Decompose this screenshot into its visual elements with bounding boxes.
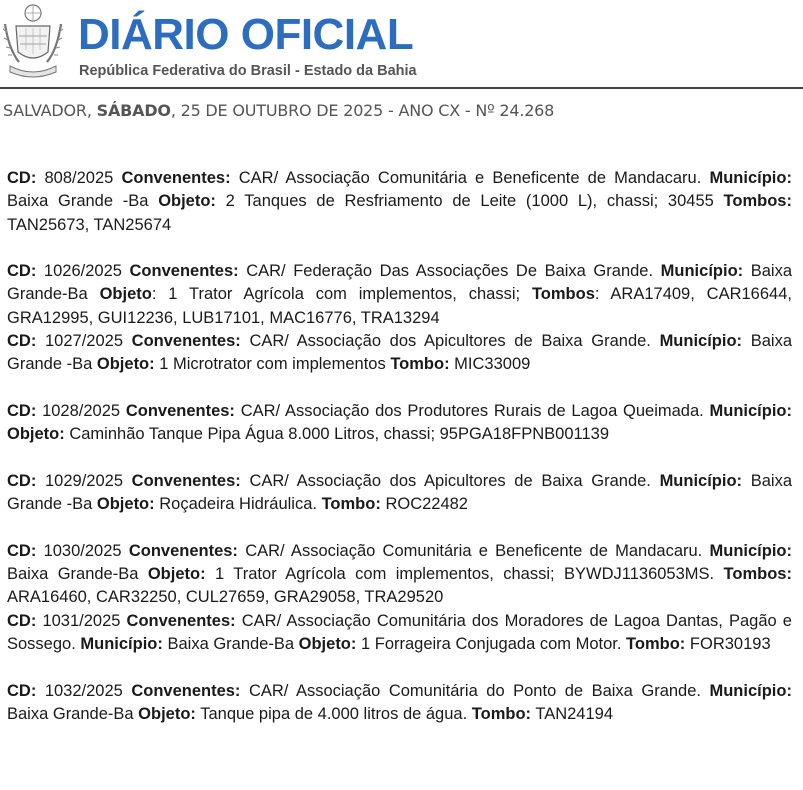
document-body <box>7 167 792 726</box>
entry-1030-2025: CD: 1030/2025 Convenentes: CAR/ Associação Comunitária e Beneficente de Mandacaru. Município: Baixa Grande-Ba Objeto: 1 Trator Agrícola com implementos, chassi; BYWDJ1136053MS. Tombos: ARA16460, CAR32250, CUL27659, GRA29058, TRA29520 <box>7 541 792 607</box>
dateline <box>3 100 554 122</box>
entry-1027-2025: CD: 1027/2025 Convenentes: CAR/ Associação dos Apicultores de Baixa Grande. Município: Baixa Grande -Ba Objeto: 1 Microtrator com implementos Tombo: MIC33009 <box>7 332 792 374</box>
entry-808-2025: CD: 808/2025 Convenentes: CAR/ Associação Comunitária e Beneficente de Mandacaru. Município: Baixa Grande -Ba Objeto: 2 Tanques de Resfriamento de Leite (1000 L), chassi; 30455 Tombos: TAN25673, TAN25674 <box>7 169 792 234</box>
dateline-city: SALVADOR, <box>3 101 97 120</box>
entry-1029-2025: CD: 1029/2025 Convenentes: CAR/ Associação dos Apicultores de Baixa Grande. Município: Baixa Grande -Ba Objeto: Roçadeira Hidráulica. Tombo: ROC22482 <box>7 471 792 514</box>
dateline-weekday: SÁBADO <box>96 101 171 120</box>
masthead <box>0 0 803 90</box>
publication-title: DIÁRIO OFICIAL <box>78 10 414 59</box>
dateline-rest: , 25 DE OUTUBRO DE 2025 - ANO CX - Nº 24.268 <box>170 101 555 120</box>
entry-1032-2025: CD: 1032/2025 Convenentes: CAR/ Associação Comunitária do Ponto de Baixa Grande. Município: Baixa Grande-Ba Objeto: Tanque pipa de 4.000 litros de água. Tombo: TAN24194 <box>7 681 792 723</box>
header-divider <box>0 87 803 89</box>
publication-subtitle: República Federativa do Brasil - Estado da Bahia <box>79 63 417 79</box>
entry-1026-2025: CD: 1026/2025 Convenentes: CAR/ Federação Das Associações De Baixa Grande. Município: Baixa Grande-Ba Objeto: 1 Trator Agrícola com implementos, chassi; Tombos: ARA17409, CAR16644, GRA12995, GUI12236, LUB17101, MAC16776, TRA13294 <box>7 262 793 327</box>
entry-1031-2025: CD: 1031/2025 Convenentes: CAR/ Associação Comunitária dos Moradores de Lagoa Dantas, Pagão e Sossego. Município: Baixa Grande-Ba Objeto: 1 Forrageira Conjugada com Motor. Tombo: FOR30193 <box>7 611 792 653</box>
coat-of-arms-icon <box>2 2 64 82</box>
entry-1028-2025: CD: 1028/2025 Convenentes: CAR/ Associação dos Produtores Rurais de Lagoa Queimada. Município: Objeto: Caminhão Tanque Pipa Água 8.000 Litros, chassi; 95PGA18FPNB001139 <box>7 401 792 444</box>
